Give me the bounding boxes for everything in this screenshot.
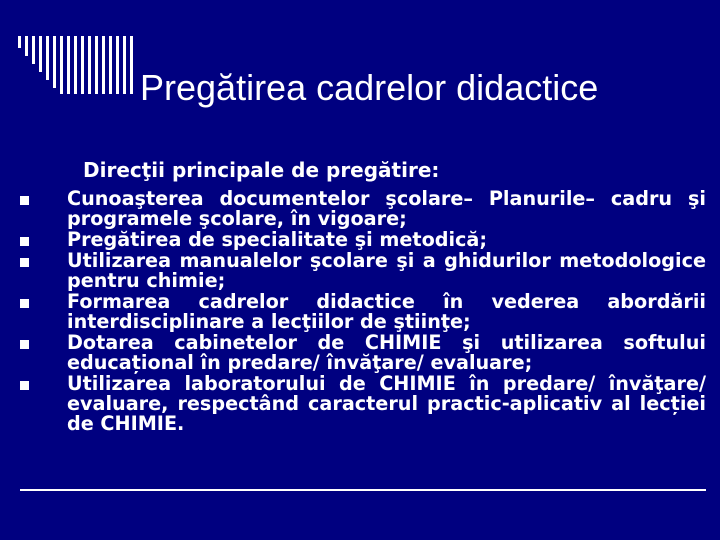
list-item — [20, 189, 706, 229]
list-item — [20, 292, 706, 332]
list-item-text: Utilizarea manualelor şcolare şi a ghidurilor metodologice pentru chimie; — [67, 249, 706, 292]
square-bullet-icon — [20, 258, 29, 267]
list-item-text: Dotarea cabinetelor de CHIMIE şi utilizarea softului educațional în predare/ învăţare/ evaluare; — [67, 331, 706, 374]
list-item-text: Cunoaşterea documentelor şcolare– Planurile– cadru şi programele şcolare, în vigoare; — [67, 187, 706, 230]
decorative-bars — [18, 36, 138, 96]
square-bullet-icon — [20, 340, 29, 349]
list-item-text: Formarea cadrelor didactice în vederea abordării interdisciplinare a lecţiilor de ştiinţe; — [67, 290, 706, 333]
list-item-text: Utilizarea laboratorului de CHIMIE în predare/ învăţare/ evaluare, respectând caracterul practic-aplicativ al lecției de CHIMIE. — [67, 372, 706, 435]
square-bullet-icon — [20, 381, 29, 390]
divider-line — [20, 489, 706, 491]
square-bullet-icon — [20, 237, 29, 246]
square-bullet-icon — [20, 196, 29, 205]
bullet-list — [20, 189, 706, 435]
list-item-text: Pregătirea de specialitate şi metodică; — [67, 228, 488, 251]
list-item — [20, 251, 706, 291]
list-item — [20, 374, 706, 434]
list-item — [20, 230, 706, 250]
list-item — [20, 333, 706, 373]
slide-subtitle: Direcţii principale de pregătire: — [83, 158, 440, 182]
slide-title: Pregătirea cadrelor didactice — [140, 67, 599, 108]
square-bullet-icon — [20, 299, 29, 308]
